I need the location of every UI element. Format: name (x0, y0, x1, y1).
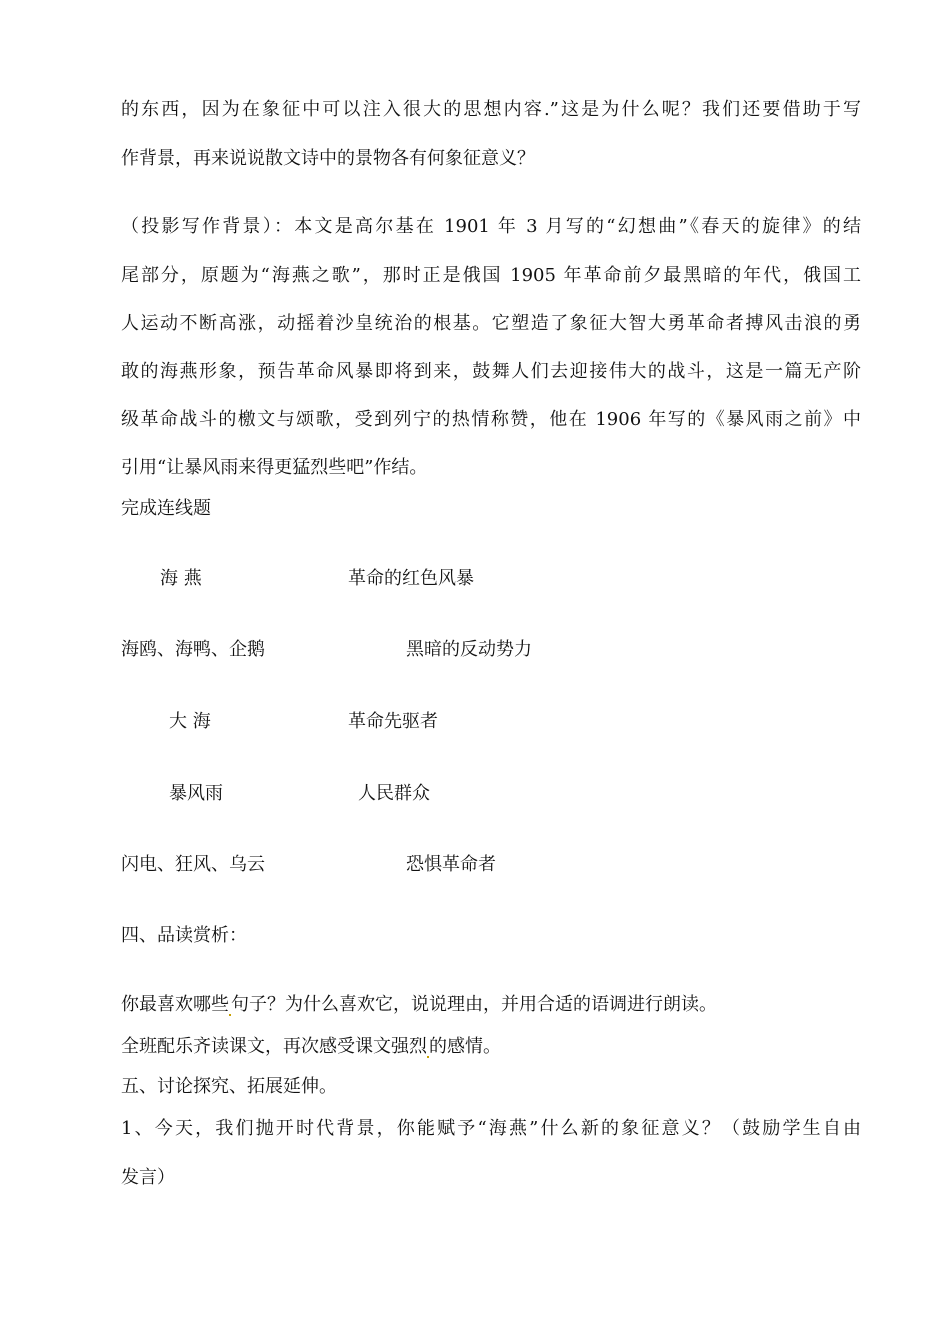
paragraph-line: 的东西，因为在象征中可以注入很大的思想内容.”这是为什么呢？我们还要借助于写 (121, 99, 861, 120)
text-fragment: 你最喜欢哪些 (121, 994, 229, 1015)
paragraph-line: 作背景，再来说说散文诗中的景物各有何象征意义？ (121, 148, 535, 169)
paragraph-line: （投影写作背景）：本文是高尔基在 1901 年 3 月写的“幻想曲”《春天的旋律》的结 (121, 216, 861, 237)
text-fragment: 句子？为什么喜欢它，说说理由，并用合适的语调进行朗读。 (231, 994, 717, 1015)
section-heading: 四、品读赏析： (121, 925, 247, 946)
paragraph-line (121, 1036, 861, 1058)
matching-left-item: 海 燕 (160, 568, 202, 589)
paragraph-line: 级革命战斗的檄文与颂歌，受到列宁的热情称赞，他在 1906 年写的《暴风雨之前》中 (121, 409, 861, 430)
paragraph-line: 引用“让暴风雨来得更猛烈些吧”作结。 (121, 457, 428, 478)
matching-right-item: 人民群众 (358, 783, 430, 804)
text-fragment: 全班配乐齐读课文，再次感受课文强烈 (121, 1036, 427, 1057)
matching-left-item: 暴风雨 (169, 783, 223, 804)
paragraph-line: 尾部分，原题为“海燕之歌”，那时正是俄国 1905 年革命前夕最黑暗的年代，俄国工 (121, 265, 861, 286)
matching-right-item: 恐惧革命者 (406, 854, 496, 875)
matching-left-item: 海鸥、海鸭、企鹅 (121, 639, 265, 660)
paragraph-line (121, 994, 861, 1016)
matching-left-item: 闪电、狂风、乌云 (121, 854, 265, 875)
matching-right-item: 革命的红色风暴 (348, 568, 474, 589)
task-title: 完成连线题 (121, 498, 211, 519)
matching-left-item: 大 海 (169, 711, 211, 732)
matching-right-item: 革命先驱者 (348, 711, 438, 732)
paragraph-line: 发言） (121, 1167, 175, 1188)
section-heading: 五、讨论探究、拓展延伸。 (121, 1076, 337, 1097)
paragraph-line: 1、今天，我们抛开时代背景，你能赋予“海燕”什么新的象征意义？（鼓励学生自由 (121, 1118, 861, 1139)
paragraph-line: 人运动不断高涨，动摇着沙皇统治的根基。它塑造了象征大智大勇革命者搏风击浪的勇 (121, 313, 861, 334)
text-fragment: 的感情。 (429, 1036, 501, 1057)
paragraph-line: 敢的海燕形象，预告革命风暴即将到来，鼓舞人们去迎接伟大的战斗，这是一篇无产阶 (121, 361, 861, 382)
matching-right-item: 黑暗的反动势力 (406, 639, 532, 660)
